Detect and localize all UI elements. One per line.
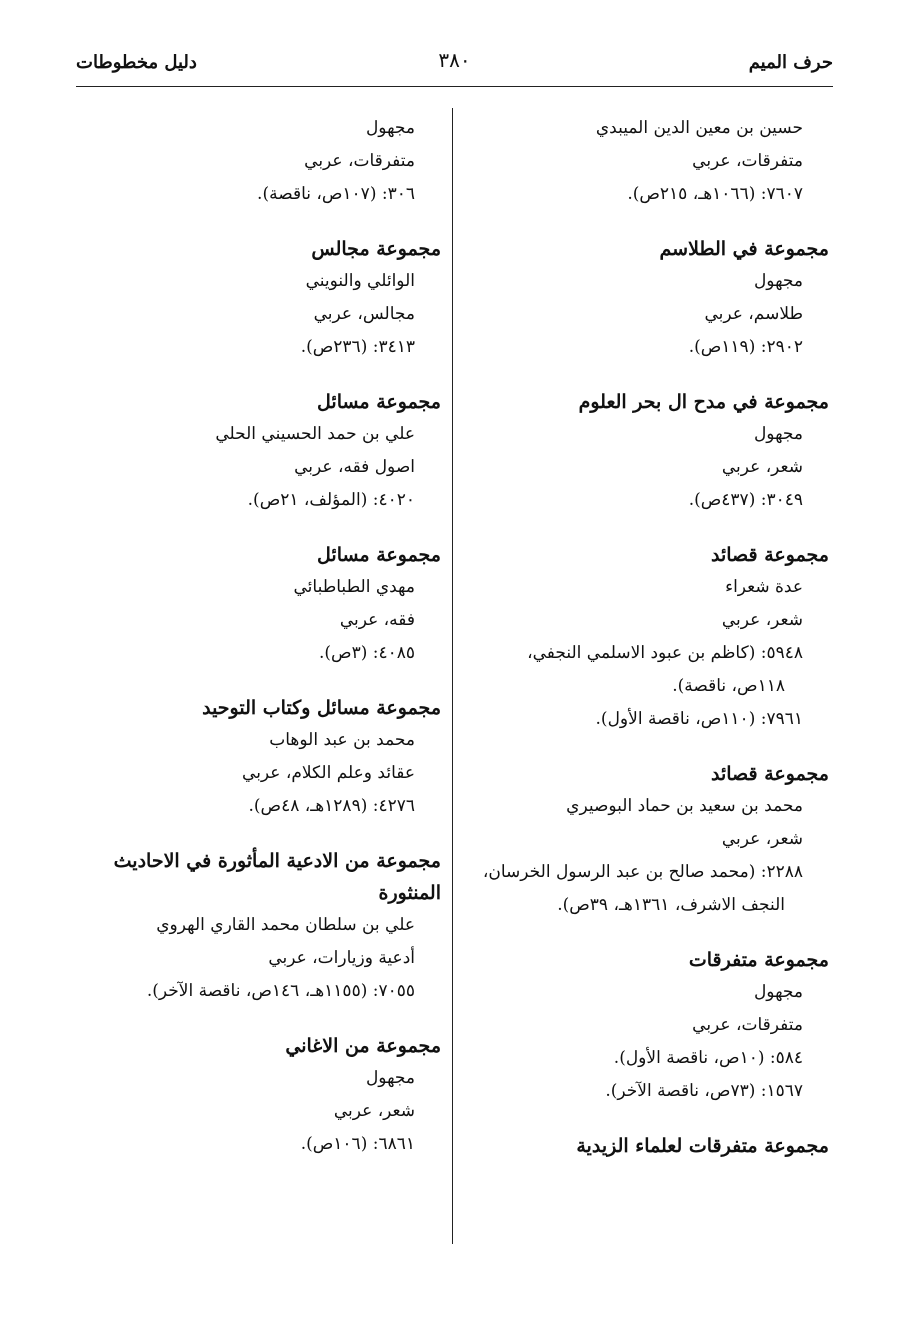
entry-title: مجموعة في مدح ال بحر العلوم: [578, 391, 829, 413]
entry-line: مجهول: [753, 424, 803, 444]
left-column: [73, 112, 441, 1183]
right-column: [479, 112, 829, 1184]
catalog-entry: [479, 944, 829, 1108]
entry-line: ٧٦٠٧: (١٠٦٦هـ، ٢١٥ص).: [627, 184, 803, 204]
entry-title: مجموعة قصائد: [711, 763, 829, 785]
catalog-entry: [73, 1030, 441, 1161]
catalog-entry: [479, 539, 829, 736]
entry-line: فقه، عربي: [339, 610, 415, 630]
page-header: [76, 46, 833, 87]
entry-line: عدة شعراء: [725, 577, 803, 597]
entry-title: مجموعة متفرقات لعلماء الزيدية: [576, 1135, 829, 1157]
column-divider: [452, 108, 453, 1244]
entry-line: الوائلي والنويني: [305, 271, 415, 291]
entry-line: ٥٨٤: (١٠ص، ناقصة الأول).: [613, 1048, 803, 1068]
entry-line: شعر، عربي: [721, 610, 803, 630]
entry-line: متفرقات، عربي: [692, 151, 803, 171]
page-number: ٣٨٠: [438, 48, 471, 72]
entry-line: مجالس، عربي: [313, 304, 415, 324]
catalog-entry: [479, 112, 829, 211]
catalog-entry: [73, 692, 441, 823]
catalog-entry: [73, 112, 441, 211]
entry-line: ٣٠٤٩: (٤٣٧ص).: [688, 490, 803, 510]
entry-title: مجموعة مسائل وكتاب التوحيد: [202, 697, 441, 719]
entry-title: مجموعة قصائد: [711, 544, 829, 566]
entry-line: متفرقات، عربي: [692, 1015, 803, 1035]
entry-line: مجهول: [753, 982, 803, 1002]
entry-line: حسين بن معين الدين الميبدي: [595, 118, 803, 138]
entry-line: شعر، عربي: [721, 829, 803, 849]
entry-line: شعر، عربي: [333, 1101, 415, 1121]
catalog-entry: [479, 1130, 829, 1162]
catalog-entry: [73, 845, 441, 1008]
entry-line: مهدي الطباطبائي: [293, 577, 415, 597]
entry-line: مجهول: [365, 118, 415, 138]
entry-line: علي بن سلطان محمد القاري الهروي: [156, 915, 415, 935]
entry-line: ١١٨ص، ناقصة).: [672, 676, 785, 696]
entry-line: اصول فقه، عربي: [294, 457, 415, 477]
entry-line: ٧٠٥٥: (١١٥٥هـ، ١٤٦ص، ناقصة الآخر).: [146, 981, 415, 1001]
entry-line: شعر، عربي: [721, 457, 803, 477]
catalog-entry: [479, 386, 829, 517]
entry-title: مجموعة من الاغاني: [285, 1035, 441, 1057]
entry-line: ٧٩٦١: (١١٠ص، ناقصة الأول).: [595, 709, 803, 729]
entry-line: محمد بن عبد الوهاب: [269, 730, 415, 750]
entry-title: مجموعة مجالس: [311, 238, 441, 260]
entry-title: مجموعة متفرقات: [688, 949, 829, 971]
entry-line: ٣٠٦: (١٠٧ص، ناقصة).: [257, 184, 415, 204]
entry-line: طلاسم، عربي: [704, 304, 803, 324]
entry-line: أدعية وزيارات، عربي: [268, 948, 415, 968]
entry-title: مجموعة مسائل: [317, 391, 441, 413]
entry-line: عقائد وعلم الكلام، عربي: [242, 763, 415, 783]
entry-line: ١٥٦٧: (٧٣ص، ناقصة الآخر).: [605, 1081, 803, 1101]
entry-line: ٤٢٧٦: (١٢٨٩هـ، ٤٨ص).: [248, 796, 415, 816]
entry-line: ٤٠٢٠: (المؤلف، ٢١ص).: [247, 490, 415, 510]
section-title: حرف الميم: [748, 52, 833, 73]
entry-line: ٢٩٠٢: (١١٩ص).: [688, 337, 803, 357]
entry-title: مجموعة في الطلاسم: [659, 238, 829, 260]
catalog-entry: [73, 233, 441, 364]
entry-line: ٤٠٨٥: (٣ص).: [318, 643, 415, 663]
entry-line: ٢٢٨٨: (محمد صالح بن عبد الرسول الخرسان،: [482, 862, 803, 882]
entry-title: مجموعة من الادعية المأثورة في الاحاديث المنثورة: [113, 850, 441, 904]
entry-line: متفرقات، عربي: [304, 151, 415, 171]
entry-line: علي بن حمد الحسيني الحلي: [215, 424, 415, 444]
entry-title: مجموعة مسائل: [317, 544, 441, 566]
catalog-entry: [73, 386, 441, 517]
entry-line: محمد بن سعيد بن حماد البوصيري: [566, 796, 803, 816]
entry-line: مجهول: [753, 271, 803, 291]
catalog-entry: [479, 233, 829, 364]
entry-line: النجف الاشرف، ١٣٦١هـ، ٣٩ص).: [557, 895, 785, 915]
entry-line: ٣٤١٣: (٢٣٦ص).: [300, 337, 415, 357]
entry-line: ٥٩٤٨: (كاظم بن عبود الاسلمي النجفي،: [527, 643, 803, 663]
entry-line: مجهول: [365, 1068, 415, 1088]
entry-line: ٦٨٦١: (١٠٦ص).: [300, 1134, 415, 1154]
catalog-entry: [479, 758, 829, 922]
catalog-entry: [73, 539, 441, 670]
book-title: دليل مخطوطات: [76, 52, 197, 73]
